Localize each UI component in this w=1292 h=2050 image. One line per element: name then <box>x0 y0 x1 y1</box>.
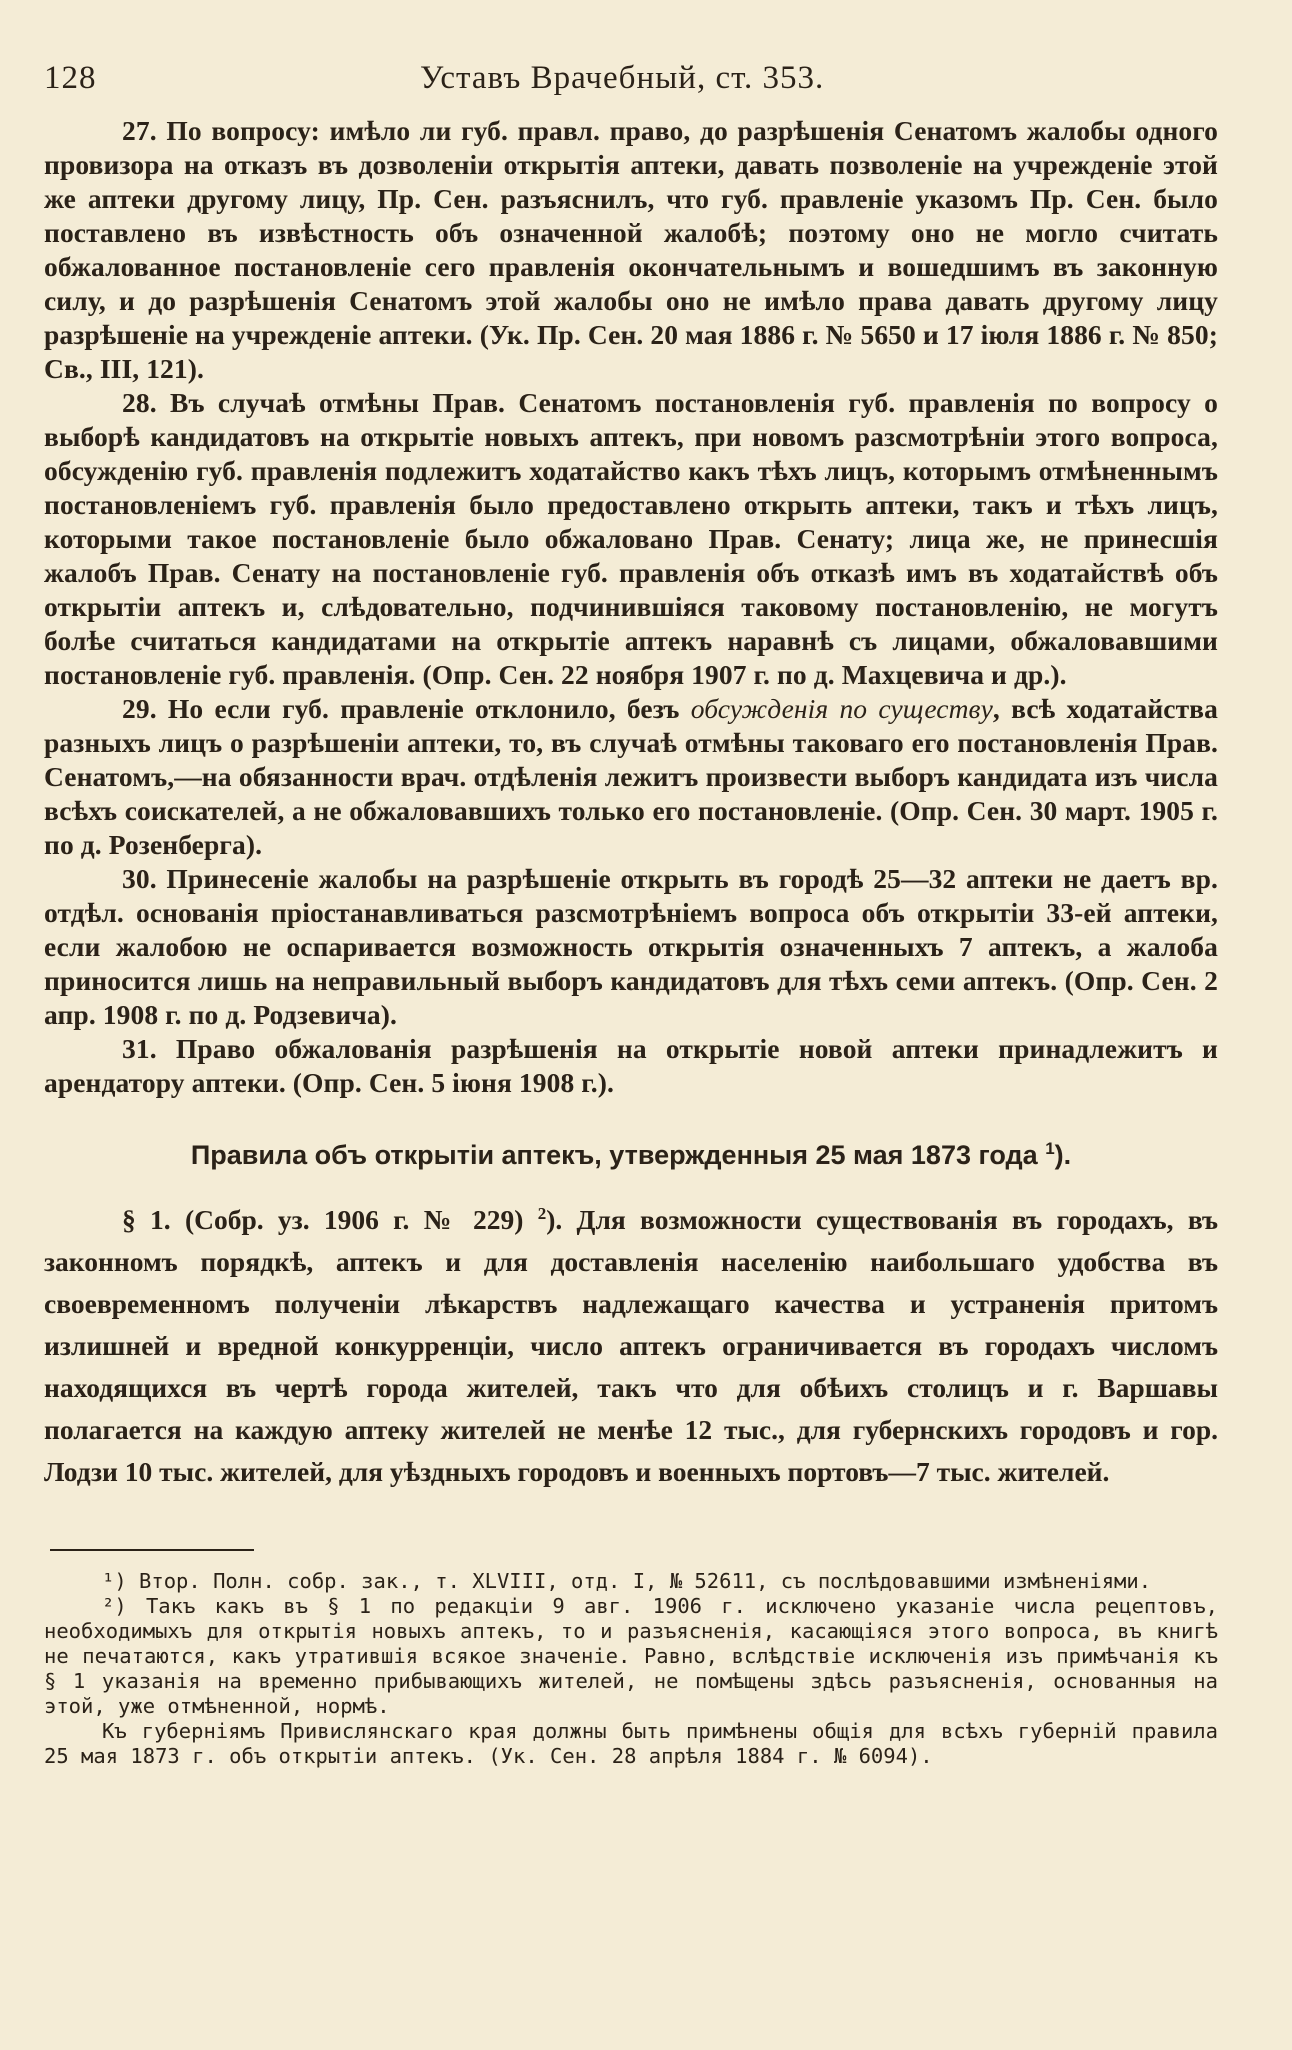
footnote-ref-1[interactable]: 1 <box>1045 1139 1055 1158</box>
section-1 <box>44 1199 1218 1493</box>
section-1-start: § 1. (Собр. уз. 1906 г. № 229) <box>122 1204 524 1235</box>
paragraph-29-italic: обсужденія по существу <box>690 693 993 724</box>
footnote-1: ¹) Втор. Полн. собр. зак., т. XLVIII, отд. I, № 52611, съ послѣдовавшими измѣненіями. <box>102 1569 1152 1593</box>
footnote-2: ²) Такъ какъ въ § 1 по редакціи 9 авг. 1906 г. исключено указаніе числа рецептовъ, необходимыхъ для открытія новыхъ аптекъ, то и разъясненія, касающіяся этого вопроса, въ книгѣ не печатаются, какъ утратившія всякое значеніе. Равно, вслѣдствіе исключенія изъ примѣчанія къ § 1 указанія на временно прибывающихъ жителей, не помѣщены здѣсь разъясненія, основанныя на этой, уже отмѣненной, нормѣ. <box>44 1594 1218 1718</box>
paragraph-31: 31. Право обжалованія разрѣшенія на открытіе новой аптеки принадлежитъ и арендатору аптеки. (Опр. Сен. 5 іюня 1908 г.). <box>44 1033 1218 1098</box>
rules-heading-text: Правила объ открытіи аптекъ, утвержденныя 25 мая 1873 года <box>190 1140 1038 1170</box>
rules-heading <box>44 1140 1218 1171</box>
commentary-block <box>44 114 1218 1100</box>
paragraph-29-end: , всѣ ходатайства разныхъ лицъ о разрѣшеніи аптеки, то, въ случаѣ отмѣны таковаго его постановленія Прав. Сенатомъ,—на обязанности врач. отдѣленія лежитъ произвести выборъ кандидата изъ числа всѣхъ соискателей, а не обжаловавшихъ только его постановленіе. (Опр. Сен. 30 март. 1905 г. по д. Розенберга). <box>44 693 1218 860</box>
footnote-2-continuation: Къ губерніямъ Привислянскаго края должны быть примѣнены общія для всѣхъ губерній правила 25 мая 1873 г. объ открытіи аптекъ. (Ук. Сен. 28 апрѣля 1884 г. № 6094). <box>44 1719 1218 1768</box>
page-number: 128 <box>44 60 97 96</box>
running-title: Уставъ Врачебный, ст. 353. <box>420 60 825 96</box>
paragraph-30: 30. Принесеніе жалобы на разрѣшеніе открыть въ городѣ 25—32 аптеки не даетъ вр. отдѣл. основанія пріостанавливаться разсмотрѣніемъ вопроса объ открытіи 33-ей аптеки, если жалобою не оспаривается возможность открытія означенныхъ 7 аптекъ, а жалоба приносится лишь на неправильный выборъ кандидатовъ для тѣхъ семи аптекъ. (Опр. Сен. 2 апр. 1908 г. по д. Родзевича). <box>44 863 1218 1030</box>
footnote-ref-2[interactable]: 2 <box>537 1203 547 1223</box>
footnote-divider <box>50 1549 254 1551</box>
paragraph-29 <box>44 692 1218 862</box>
running-head <box>44 60 1218 108</box>
paragraph-28: 28. Въ случаѣ отмѣны Прав. Сенатомъ постановленія губ. правленія по вопросу о выборѣ кандидатовъ на открытіе новыхъ аптекъ, при новомъ разсмотрѣніи этого вопроса, обсужденію губ. правленія подлежитъ ходатайство какъ тѣхъ лицъ, которымъ отмѣненнымъ постановленіемъ губ. правленія было предоставлено открыть аптеки, такъ и тѣхъ лицъ, которыми такое постановленіе было обжаловано Прав. Сенату; лица же, не принесшія жалобъ Прав. Сенату на постановленіе губ. правленія объ отказѣ имъ въ ходатайствѣ объ открытіи аптекъ и, слѣдовательно, подчинившіяся таковому постановленію, не могутъ болѣе считаться кандидатами на открытіе аптекъ наравнѣ съ лицами, обжаловавшими постановленіе губ. правленія. (Опр. Сен. 22 ноября 1907 г. по д. Махцевича и др.). <box>44 387 1218 690</box>
rules-heading-end: ). <box>1054 1140 1072 1170</box>
paragraph-27: 27. По вопросу: имѣло ли губ. правл. право, до разрѣшенія Сенатомъ жалобы одного провизора на отказъ въ дозволеніи открытія аптеки, давать позволеніе на учрежденіе этой же аптеки другому лицу, Пр. Сен. разъяснилъ, что губ. правленіе указомъ Пр. Сен. было поставлено въ извѣстность объ означенной жалобѣ; поэтому оно не могло считать обжалованное постановленіе сего правленія окончательнымъ и вошедшимъ въ законную силу, и до разрѣшенія Сенатомъ этой жалобы оно не имѣло права давать другому лицу разрѣшеніе на учрежденіе аптеки. (Ук. Пр. Сен. 20 мая 1886 г. № 5650 и 17 іюля 1886 г. № 850; Св., III, 121). <box>44 115 1218 384</box>
section-1-text: ). Для возможности существованія въ городахъ, въ законномъ порядкѣ, аптекъ и для доставленія населенію наибольшаго удобства въ своевременномъ полученіи лѣкарствъ надлежащаго качества и устраненія притомъ излишней и вредной конкурренціи, число аптекъ ограничивается въ городахъ числомъ находящихся въ чертѣ города жителей, такъ что для обѣихъ столицъ и г. Варшавы полагается на каждую аптеку жителей не менѣе 12 тыс., для губернскихъ городовъ и гор. Лодзи 10 тыс. жителей, для уѣздныхъ городовъ и военныхъ портовъ—7 тыс. жителей. <box>44 1204 1219 1487</box>
paragraph-29-start: 29. Но если губ. правленіе отклонило, безъ <box>122 693 691 724</box>
footnotes <box>44 1569 1218 1769</box>
